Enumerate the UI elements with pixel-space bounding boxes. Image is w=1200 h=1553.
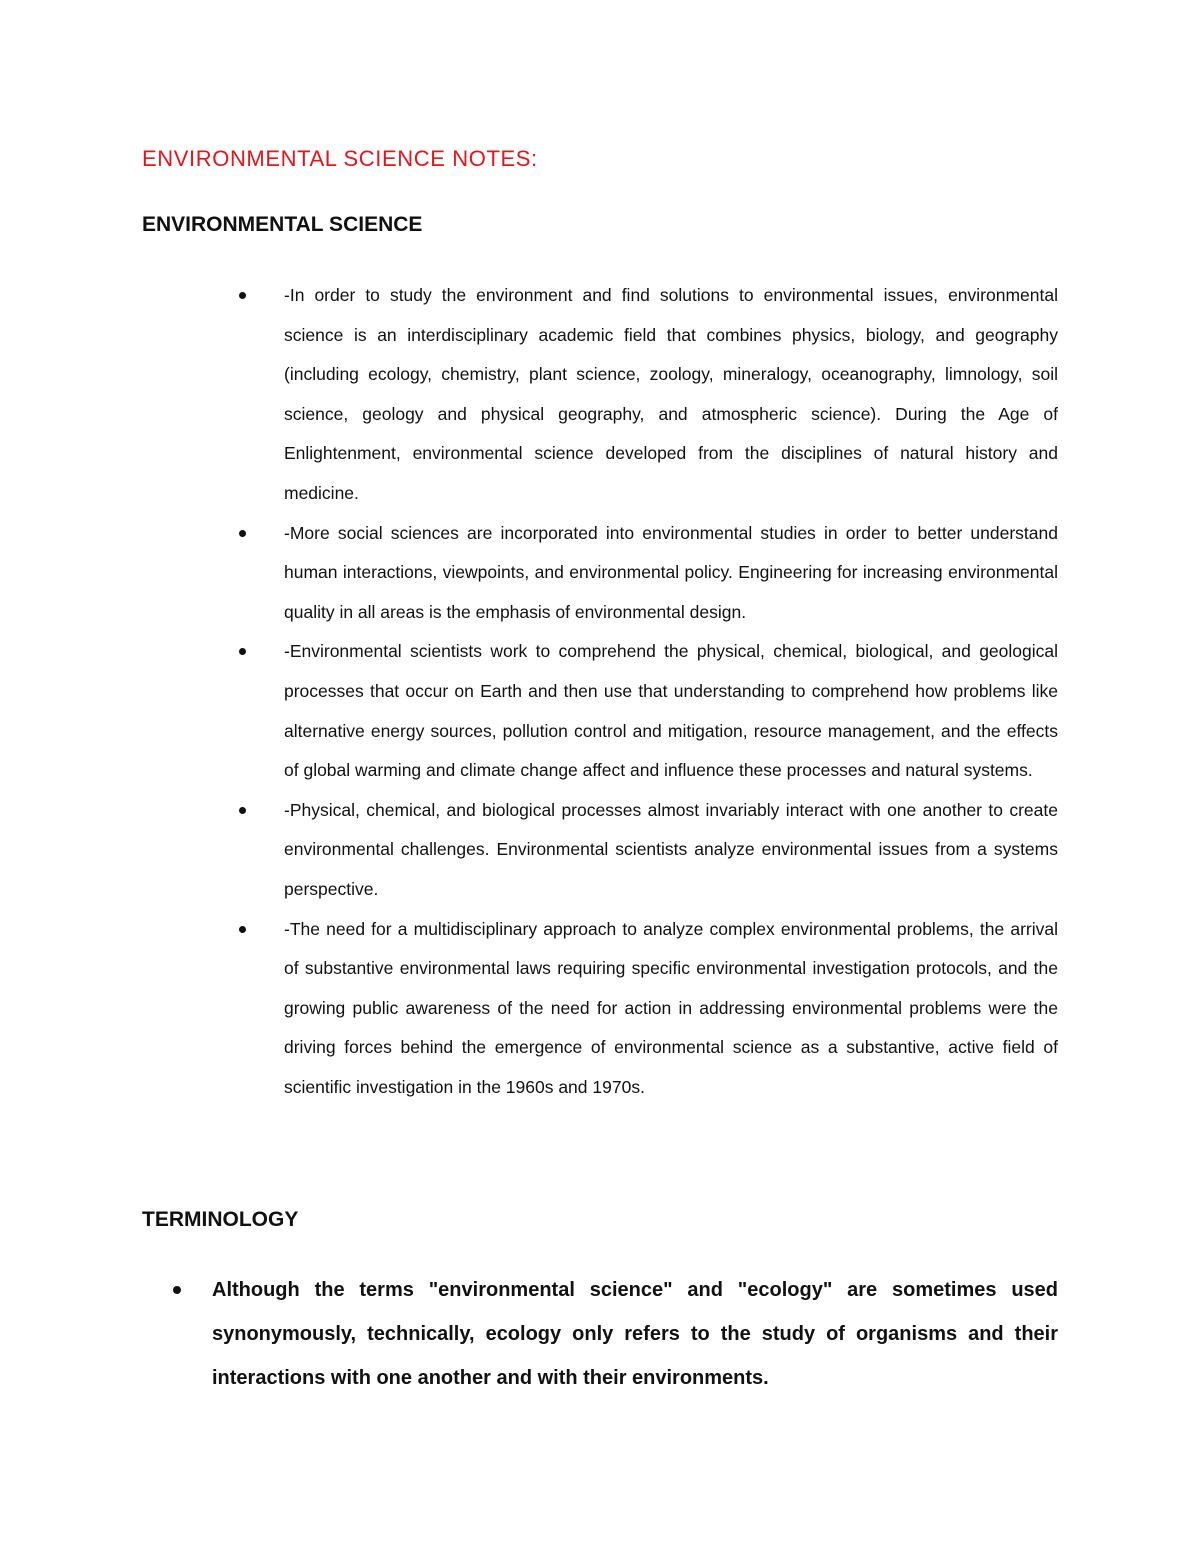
list-item [0,514,1058,633]
bullet-text: -More social sciences are incorporated into environmental studies in order to better understand human interactions, viewpoints, and environmental policy. Engineering for increasing environmental quality in all areas is the emphasis of environmental design. [284,522,1058,622]
bullet-dot-icon [239,807,246,814]
bullet-text: -Physical, chemical, and biological processes almost invariably interact with one another to create environmental challenges. Environmental scientists analyze environmental issues from a systems perspective. [284,799,1058,899]
terminology-bullet-list [0,1268,1058,1400]
list-item [0,276,1058,514]
section-heading-terminology: TERMINOLOGY [142,1208,299,1231]
bullet-text: Although the terms "environmental science" and "ecology" are sometimes used synonymously, technically, ecology only refers to the study of organisms and their interactions with one another and with their environments. [212,1279,1058,1389]
bullet-text: -Environmental scientists work to comprehend the physical, chemical, biological, and geological processes that occur on Earth and then use that understanding to comprehend how problems like alternative energy sources, pollution control and mitigation, resource management, and the effects of global warming and climate change affect and influence these processes and natural systems. [284,641,1058,781]
bullet-dot-icon [239,292,246,299]
bullet-dot-icon [239,926,246,933]
bullet-text: -The need for a multidisciplinary approach to analyze complex environmental problems, the arrival of substantive environmental laws requiring specific environmental investigation protocols, and the growing public awareness of the need for action in addressing environmental problems were the driving forces behind the emergence of environmental science as a substantive, active field of scientific investigation in the 1960s and 1970s. [284,918,1058,1097]
bullet-dot-icon [239,530,246,537]
environmental-science-bullet-list [0,276,1058,1107]
list-item [0,1268,1058,1400]
document-title: ENVIRONMENTAL SCIENCE NOTES: [142,146,538,171]
list-item [0,791,1058,910]
bullet-dot-icon [173,1286,181,1294]
list-item [0,632,1058,790]
bullet-dot-icon [239,648,246,655]
bullet-text: -In order to study the environment and find solutions to environmental issues, environmental science is an interdisciplinary academic field that combines physics, biology, and geography (including ecology, chemistry, plant science, zoology, mineralogy, oceanography, limnology, soil science, geology and physical geography, and atmospheric science). During the Age of Enlightenment, environmental science developed from the disciplines of natural history and medicine. [284,285,1058,503]
list-item [0,910,1058,1108]
section-heading-environmental-science: ENVIRONMENTAL SCIENCE [142,213,423,236]
